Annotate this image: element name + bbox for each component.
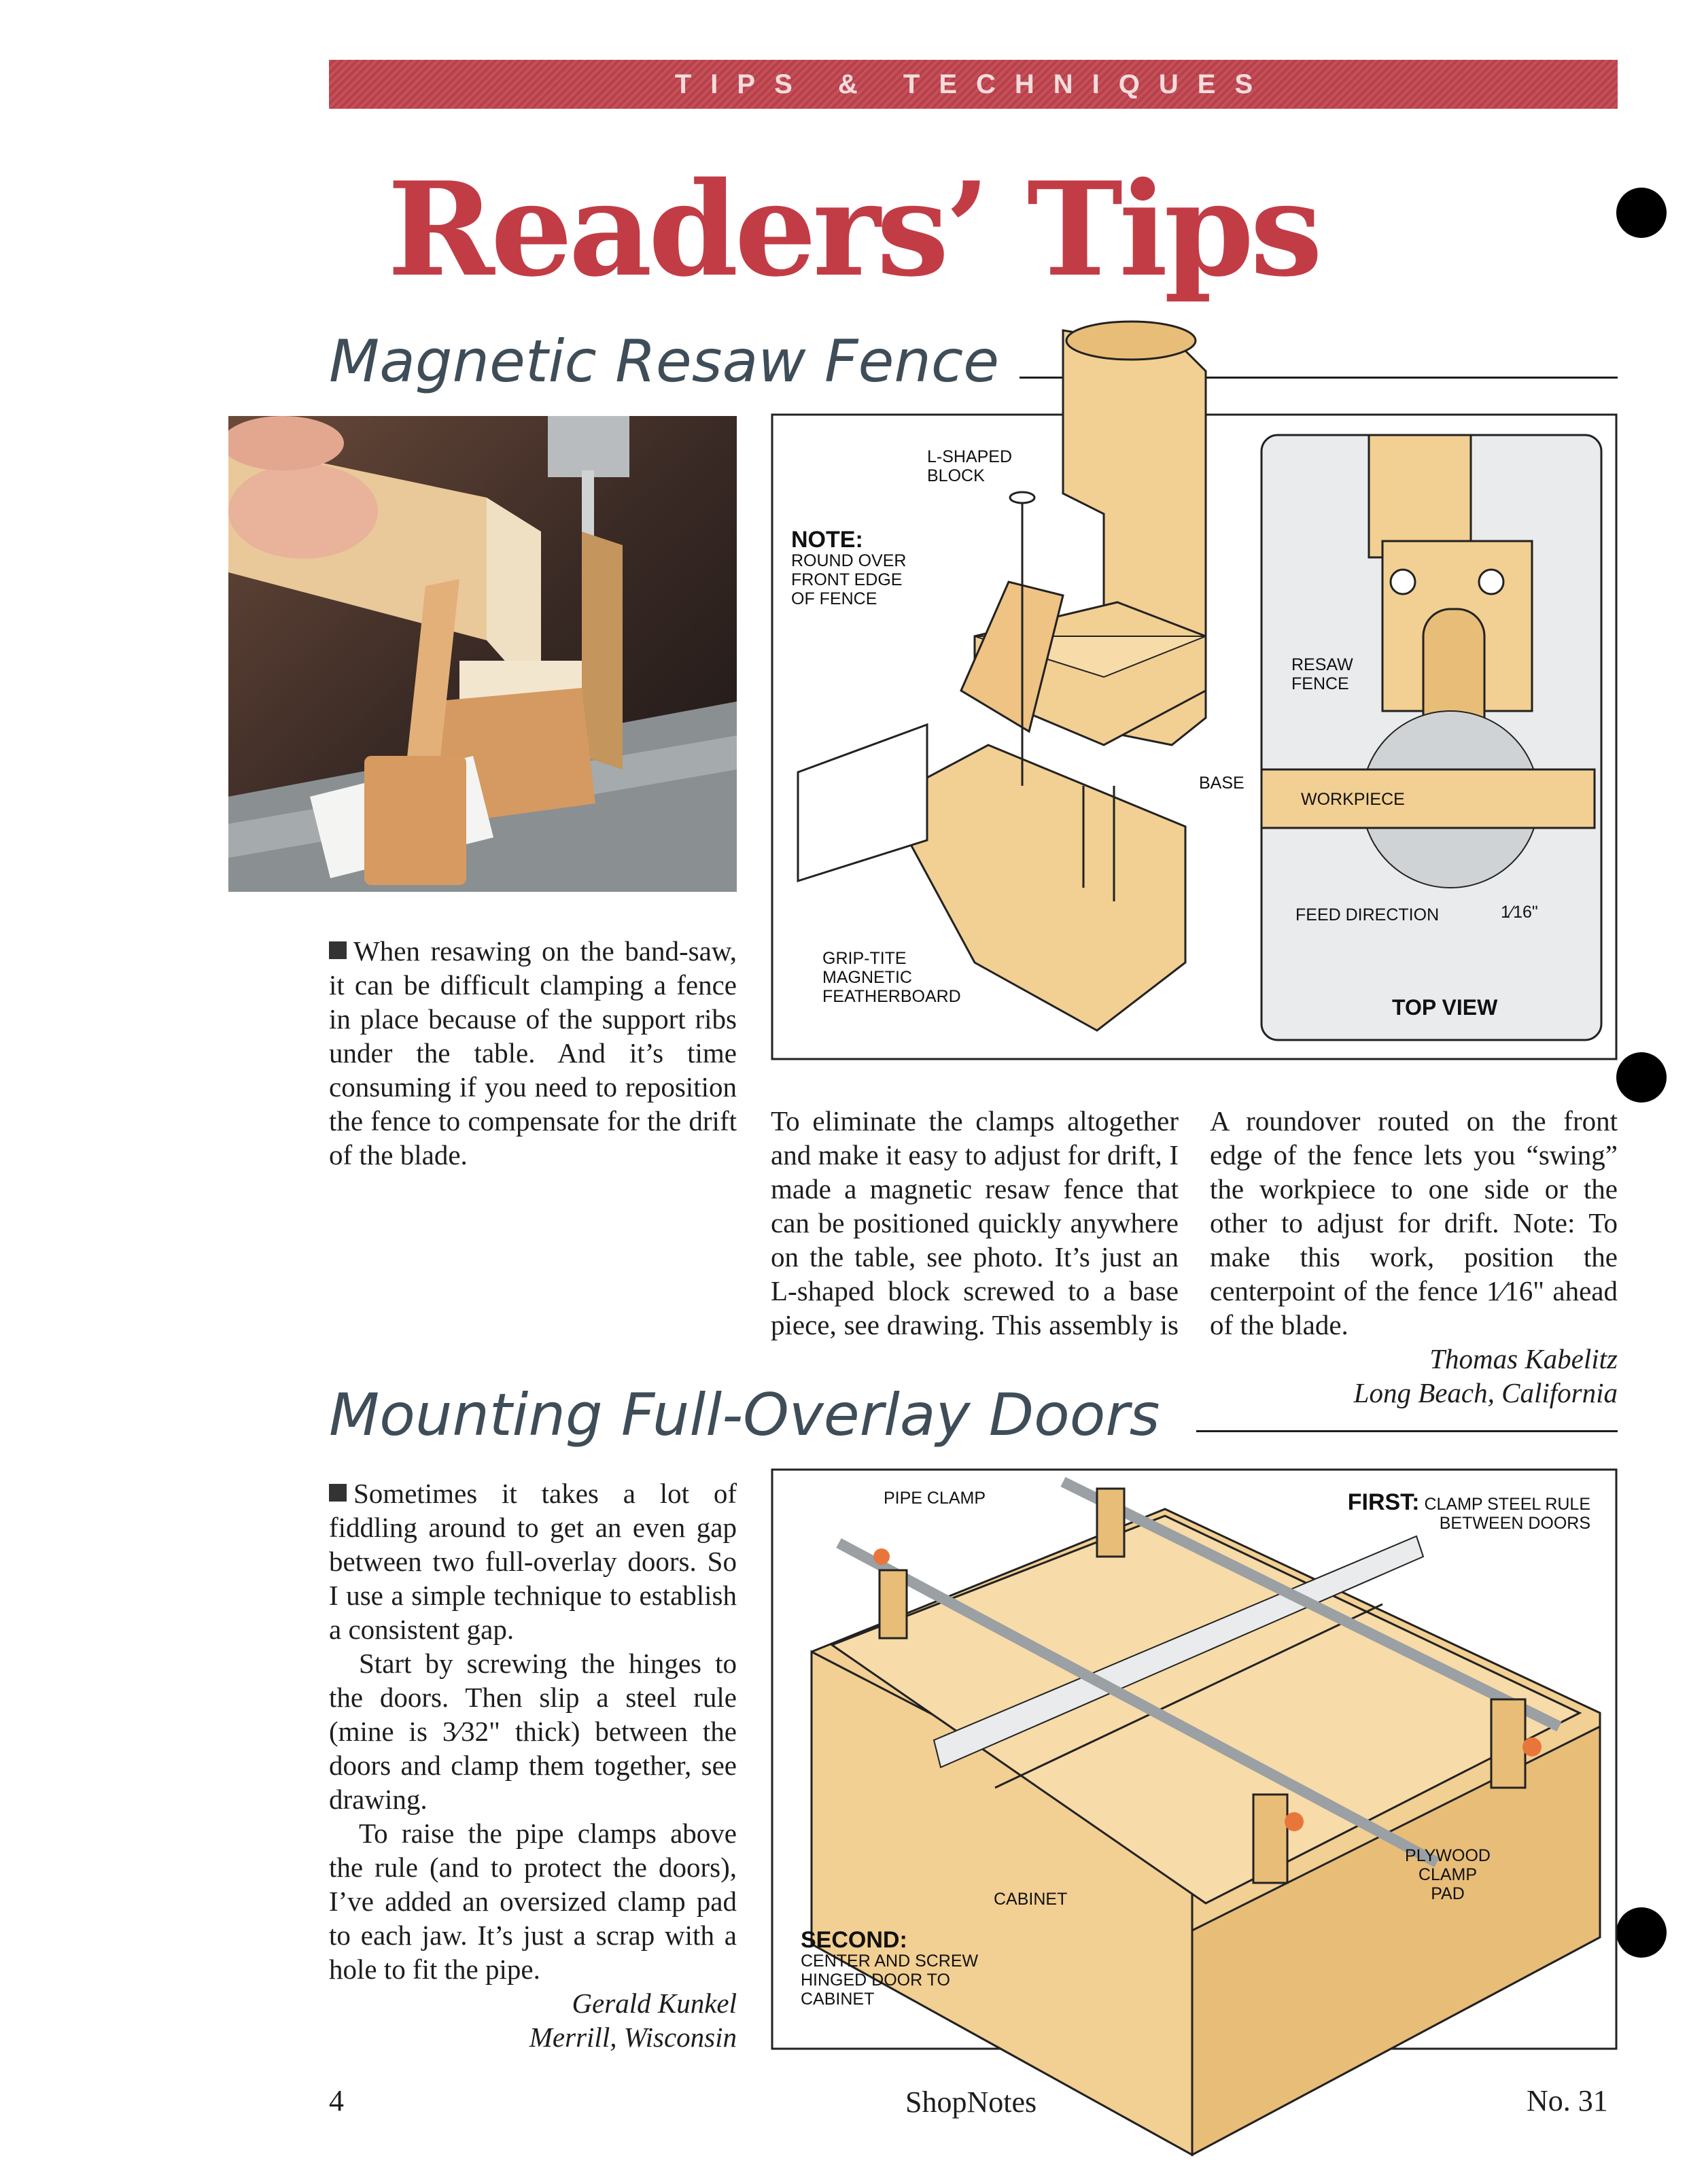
tip2-paragraph-3: To raise the pipe clamps above the rule (and to protect the doors), I’ve added an oversized clamp pad to each jaw. It’s just a scrap with a hole to fit the pipe.: [329, 1818, 737, 1985]
first-text: CLAMP STEEL RULE BETWEEN DOORS: [1424, 1495, 1590, 1533]
tip1-paragraph-2: To eliminate the clamps altogether and make it easy to adjust for drift, I made a magnetic resaw fence that can be positioned quickly anywhere on the table, see photo. It’s just an L-shaped block screwed to a base piece, see drawing. This assembly is: [771, 1105, 1179, 1340]
section-band: [329, 60, 1618, 109]
tip1-paragraph-1: When resawing on the band-saw, it can be difficult clamping a fence in place because of the support ribs under the table. And it’s time consuming if you need to reposition the fence to compensate for the drift of the blade.: [329, 935, 737, 1171]
label-first: [1332, 1489, 1590, 1533]
punch-hole: [1616, 1907, 1667, 1958]
second-text: CENTER AND SCREW HINGED DOOR TO CABINET: [801, 1952, 979, 2009]
bullet-icon: [329, 1484, 347, 1502]
issue-number: No. 31: [1527, 2084, 1608, 2117]
note-text: ROUND OVER FRONT EDGE OF FENCE: [791, 551, 907, 608]
overlay-doors-drawing: [771, 1468, 1618, 2162]
magazine-name: ShopNotes: [905, 2085, 1037, 2119]
label-sixteenth: 1⁄16": [1501, 903, 1538, 922]
label-cabinet: CABINET: [994, 1890, 1068, 1909]
label-workpiece: WORKPIECE: [1301, 790, 1405, 809]
label-resaw-fence: RESAW FENCE: [1291, 655, 1353, 693]
bullet-icon: [329, 941, 347, 959]
resaw-fence-drawing: [771, 310, 1618, 1060]
tip2-paragraph-1: Sometimes it takes a lot of fiddling around to get an even gap between two full-overlay doors. So I use a simple technique to establish a consistent gap.: [329, 1478, 737, 1645]
heading-rule: [1196, 1430, 1618, 1432]
label-base: BASE: [1199, 774, 1244, 793]
tip1-col2: [771, 1104, 1179, 1342]
tip1-heading: Magnetic Resaw Fence: [329, 328, 1000, 396]
label-note: [791, 527, 913, 608]
page-title: Readers’ Tips: [387, 154, 1319, 305]
second-title: SECOND:: [801, 1927, 907, 1953]
note-title: NOTE:: [791, 527, 863, 553]
label-second: [801, 1927, 984, 2009]
punch-hole: [1616, 1052, 1667, 1103]
tip1-author: Thomas Kabelitz: [1429, 1343, 1618, 1374]
tip2-location: Merrill, Wisconsin: [529, 2022, 737, 2053]
section-label: TIPS & TECHNIQUES: [674, 69, 1272, 99]
label-l-shaped-block: L-SHAPED BLOCK: [927, 447, 1013, 485]
tip2-col1: [329, 1476, 737, 2054]
label-feed-direction: FEED DIRECTION: [1295, 905, 1440, 924]
tip2-author: Gerald Kunkel: [572, 1988, 737, 2019]
first-title: FIRST:: [1347, 1489, 1420, 1515]
tip1-col1: [329, 934, 737, 1342]
label-plywood-clamp-pad: PLYWOOD CLAMP PAD: [1405, 1846, 1491, 1903]
label-top-view: TOP VIEW: [1392, 995, 1498, 1020]
tip1-col3: [1210, 1104, 1618, 1410]
tip2-paragraph-2: Start by screwing the hinges to the doors. Then slip a steel rule (mine is 3⁄32" thick) between the doors and clamp them together, see drawing.: [329, 1648, 737, 1815]
tip1-location: Long Beach, California: [1353, 1377, 1618, 1408]
bandsaw-photo: [228, 416, 737, 892]
label-pipe-clamp: PIPE CLAMP: [884, 1489, 986, 1508]
punch-hole: [1616, 188, 1667, 238]
label-featherboard: GRIP-TITE MAGNETIC FEATHERBOARD: [822, 949, 961, 1006]
tip1-paragraph-3: A roundover routed on the front edge of the fence lets you “swing” the workpiece to one side or the other to adjust for drift. Note: To make this work, position the centerpoint of the fence 1⁄16" ahead of the blade.: [1210, 1105, 1618, 1340]
tip2-heading: Mounting Full-Overlay Doors: [329, 1381, 1160, 1449]
page-number: 4: [329, 2084, 344, 2117]
